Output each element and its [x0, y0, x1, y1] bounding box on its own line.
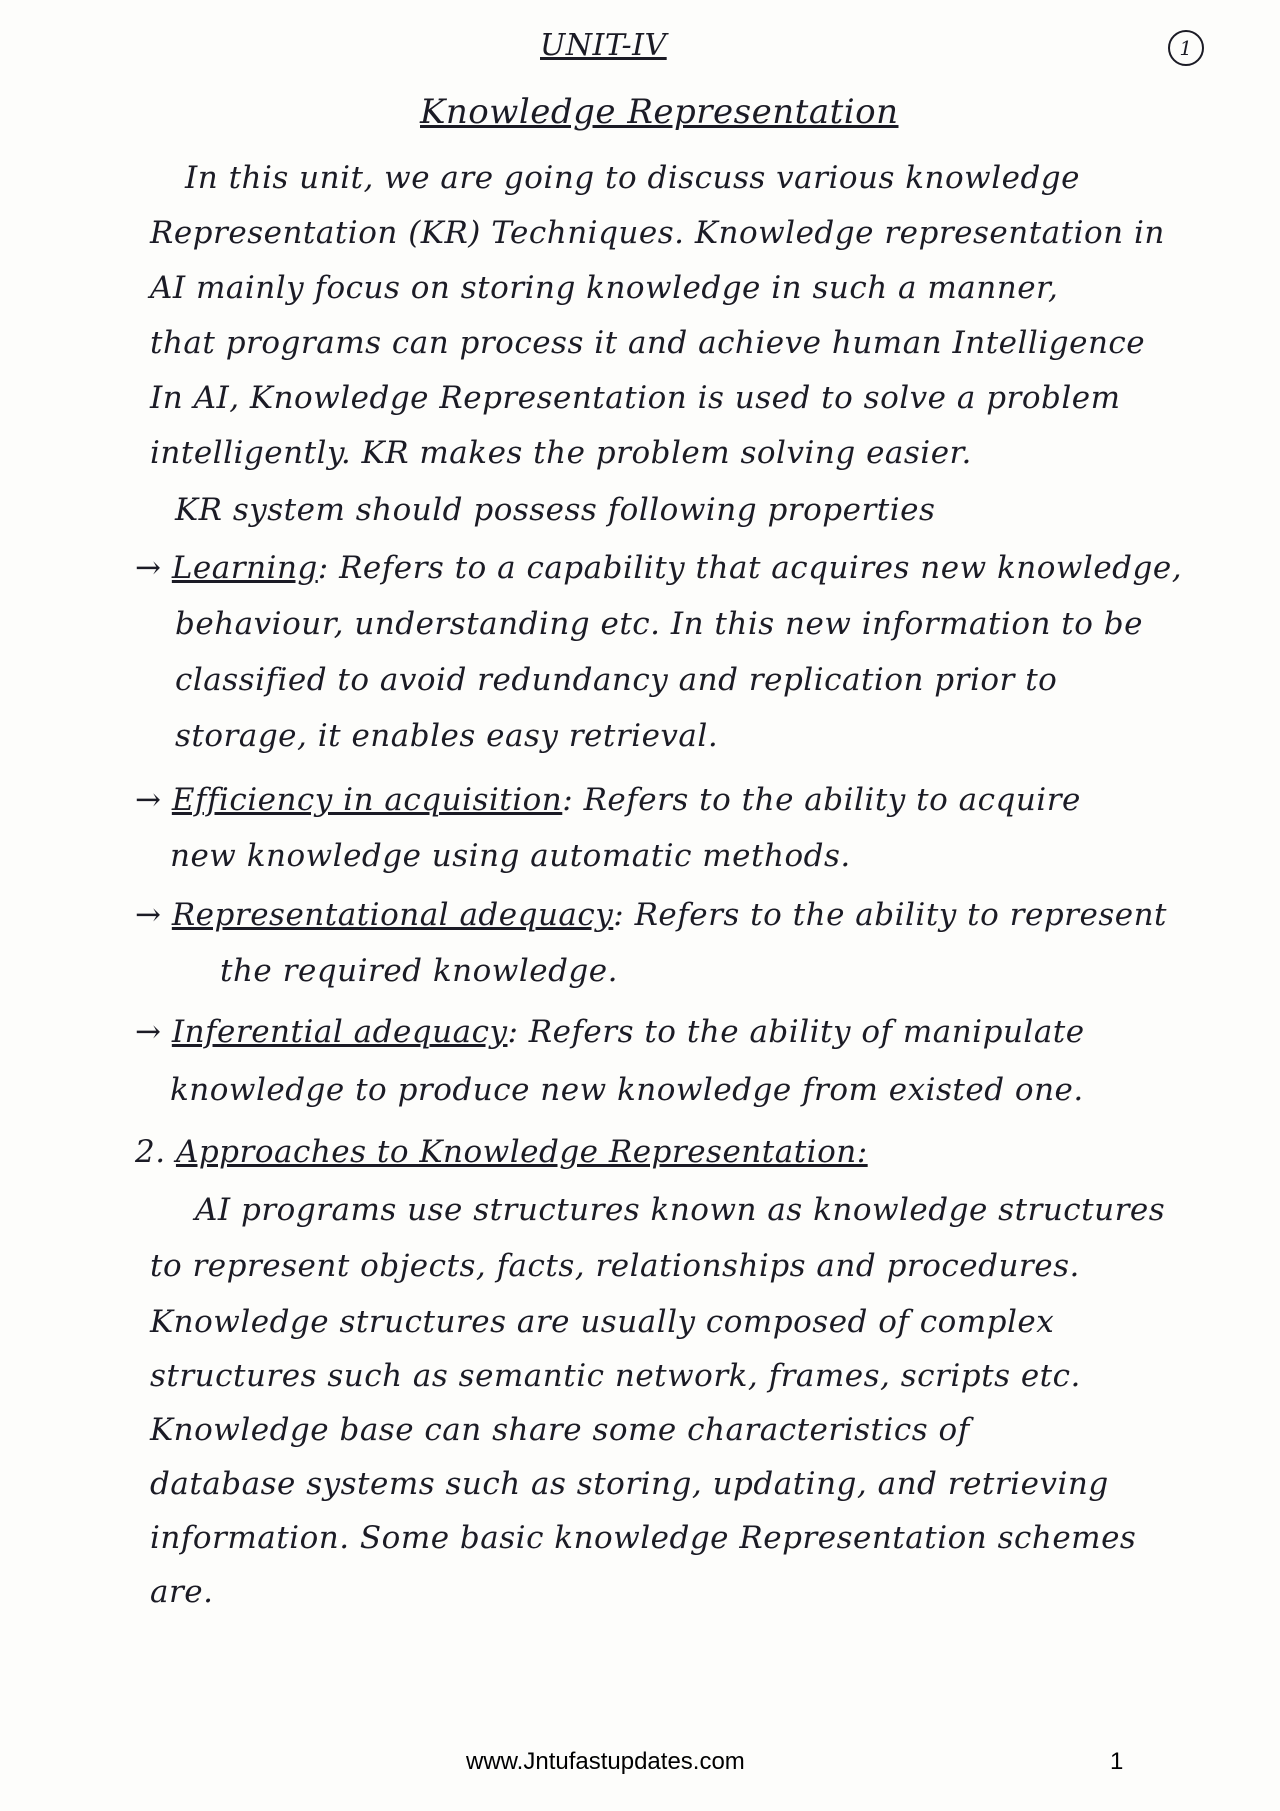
- approaches-line: AI programs use structures known as knowledge structures: [195, 1192, 1166, 1228]
- approaches-line: information. Some basic knowledge Representation schemes: [150, 1520, 1137, 1556]
- approaches-line: Knowledge base can share some characteristics of: [150, 1412, 970, 1448]
- property-heading: Efficiency in acquisition: [171, 782, 563, 818]
- property-text-line: knowledge to produce new knowledge from existed one.: [170, 1072, 1084, 1108]
- intro-line: In this unit, we are going to discuss various knowledge: [185, 160, 1081, 196]
- property-heading: Representational adequacy: [171, 897, 614, 933]
- property-inferential: [135, 1012, 1085, 1052]
- intro-line: KR system should possess following properties: [175, 492, 936, 528]
- intro-line: intelligently. KR makes the problem solving easier.: [150, 435, 972, 471]
- arrow-icon: →: [135, 897, 162, 933]
- circled-page-number: 1: [1168, 30, 1204, 66]
- property-heading: Inferential adequacy: [171, 1014, 508, 1050]
- arrow-icon: →: [135, 550, 162, 586]
- arrow-icon: →: [135, 782, 162, 818]
- approaches-line: Knowledge structures are usually composed of complex: [150, 1304, 1055, 1340]
- property-text-line: classified to avoid redundancy and replication prior to: [175, 662, 1058, 698]
- section-heading: Approaches to Knowledge Representation:: [175, 1134, 868, 1170]
- property-text-line: behaviour, understanding etc. In this new information to be: [175, 606, 1143, 642]
- footer-website-link[interactable]: www.Jntufastupdates.com: [466, 1748, 745, 1775]
- intro-line: In AI, Knowledge Representation is used to solve a problem: [150, 380, 1121, 416]
- page-title: Knowledge Representation: [420, 92, 899, 132]
- property-heading: Learning: [171, 550, 318, 586]
- property-text: : Refers to the ability to acquire: [562, 782, 1081, 818]
- approaches-line: structures such as semantic network, frames, scripts etc.: [150, 1358, 1081, 1394]
- approaches-line: database systems such as storing, updating, and retrieving: [150, 1466, 1109, 1502]
- property-representational: [135, 895, 1167, 935]
- section-number: 2.: [135, 1134, 166, 1170]
- property-learning: [135, 548, 1182, 588]
- intro-line: Representation (KR) Techniques. Knowledge representation in: [150, 215, 1165, 251]
- approaches-heading: [135, 1132, 868, 1172]
- approaches-line: to represent objects, facts, relationships and procedures.: [150, 1248, 1080, 1284]
- property-text-line: storage, it enables easy retrieval.: [175, 718, 719, 754]
- property-text: : Refers to the ability to represent: [613, 897, 1168, 933]
- property-efficiency: [135, 780, 1081, 820]
- footer-page-number: 1: [1110, 1748, 1124, 1775]
- unit-heading: UNIT-IV: [540, 28, 667, 63]
- property-text: : Refers to a capability that acquires new knowledge,: [317, 550, 1183, 586]
- property-text-line: the required knowledge.: [220, 953, 618, 989]
- intro-line: AI mainly focus on storing knowledge in such a manner,: [150, 270, 1059, 306]
- property-text: : Refers to the ability of manipulate: [507, 1014, 1085, 1050]
- property-text-line: new knowledge using automatic methods.: [170, 838, 851, 874]
- approaches-line: are.: [150, 1574, 214, 1610]
- arrow-icon: →: [135, 1014, 162, 1050]
- intro-line: that programs can process it and achieve human Intelligence: [150, 325, 1146, 361]
